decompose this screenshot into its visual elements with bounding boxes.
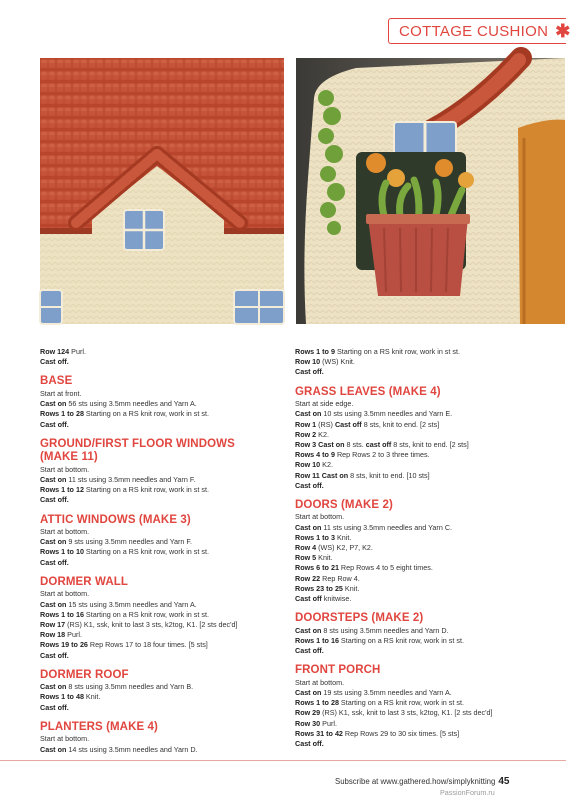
row-label: Row 22 bbox=[295, 573, 321, 583]
row-label: cast off bbox=[365, 439, 392, 449]
section-heading: DOORS (MAKE 2) bbox=[295, 498, 393, 511]
instruction-line bbox=[40, 465, 286, 475]
instruction-text: Starting on a RS knit row, work in st st. bbox=[83, 409, 209, 419]
instruction-line bbox=[40, 347, 286, 357]
instruction-line bbox=[295, 594, 541, 604]
row-label: Cast off. bbox=[40, 557, 69, 567]
instruction-line bbox=[40, 495, 286, 505]
instruction-line bbox=[295, 729, 541, 739]
photo-planter bbox=[296, 58, 565, 324]
instruction-text: 8 sts. bbox=[344, 439, 366, 449]
section-tag bbox=[388, 18, 570, 44]
row-label: Cast off. bbox=[40, 702, 69, 712]
spacer bbox=[295, 491, 541, 498]
instruction-line bbox=[40, 537, 286, 547]
instruction-line bbox=[295, 420, 541, 430]
instruction-text: Starting on a RS knit row, work in st st. bbox=[83, 547, 209, 557]
instruction-line bbox=[295, 450, 541, 460]
row-label: Rows 1 to 48 bbox=[40, 692, 84, 702]
section-heading: GRASS LEAVES (MAKE 4) bbox=[295, 385, 441, 398]
instruction-line bbox=[40, 409, 286, 419]
spacer bbox=[40, 506, 286, 513]
instruction-line bbox=[40, 600, 286, 610]
instruction-line bbox=[295, 574, 541, 584]
instruction-text: Knit. bbox=[334, 532, 352, 542]
instruction-line bbox=[295, 543, 541, 553]
row-label: Row 30 bbox=[295, 718, 321, 728]
row-label: Rows 1 to 28 bbox=[40, 409, 84, 419]
instruction-text: Starting on a RS knit row, work in st st. bbox=[83, 609, 209, 619]
row-label: Row 10 bbox=[295, 357, 321, 367]
section-heading: ATTIC WINDOWS (MAKE 3) bbox=[40, 513, 191, 526]
instruction-line bbox=[40, 558, 286, 568]
row-label: Rows 1 to 16 bbox=[295, 635, 339, 645]
instruction-line bbox=[40, 547, 286, 557]
row-label: Cast on bbox=[40, 682, 67, 692]
instruction-line bbox=[295, 553, 541, 563]
row-label: Cast on bbox=[40, 744, 67, 754]
instruction-line bbox=[40, 527, 286, 537]
instruction-line bbox=[40, 589, 286, 599]
row-label: Cast on bbox=[295, 522, 322, 532]
instruction-line bbox=[40, 485, 286, 495]
instruction-line bbox=[40, 734, 286, 744]
spacer bbox=[40, 430, 286, 437]
section-heading: GROUND/FIRST FLOOR WINDOWS bbox=[40, 437, 235, 450]
row-label: Row 124 bbox=[40, 347, 70, 356]
instruction-text: Start at front. bbox=[40, 388, 82, 398]
instruction-line bbox=[40, 640, 286, 650]
photo-roof-dormer bbox=[40, 58, 284, 324]
instruction-text: 8 sts using 3.5mm needles and Yarn B. bbox=[66, 682, 194, 692]
row-label: Cast off. bbox=[295, 646, 324, 656]
row-label: Row 5 bbox=[295, 553, 317, 563]
instruction-text: Start at bottom. bbox=[295, 677, 345, 687]
instruction-text: 56 sts using 3.5mm needles and Yarn A. bbox=[66, 399, 197, 409]
row-label: Row 17 bbox=[40, 619, 66, 629]
instruction-line bbox=[295, 481, 541, 491]
instruction-line bbox=[295, 471, 541, 481]
instruction-line bbox=[295, 357, 541, 367]
footer bbox=[335, 776, 509, 787]
instruction-line bbox=[295, 399, 541, 409]
instruction-text: 10 sts using 3.5mm needles and Yarn E. bbox=[321, 409, 453, 419]
instruction-text: Purl. bbox=[69, 347, 86, 356]
instruction-line bbox=[295, 523, 541, 533]
spacer bbox=[40, 568, 286, 575]
instruction-text: 11 sts using 3.5mm needles and Yarn C. bbox=[321, 522, 453, 532]
instruction-text: Starting on a RS knit row, work in st st. bbox=[83, 485, 209, 495]
row-label: Rows 1 to 3 bbox=[295, 532, 335, 542]
instruction-text: Start at side edge. bbox=[295, 399, 354, 409]
row-label: Rows 1 to 16 bbox=[40, 609, 84, 619]
instruction-line bbox=[40, 610, 286, 620]
section-heading: BASE bbox=[40, 375, 73, 388]
row-label: Cast on bbox=[40, 474, 67, 484]
instruction-text: Start at bottom. bbox=[40, 464, 90, 474]
row-label: Cast on bbox=[40, 599, 67, 609]
row-label: Cast off. bbox=[40, 357, 69, 367]
row-label: Row 11 Cast on bbox=[295, 470, 349, 480]
row-label: Rows 4 to 9 bbox=[295, 450, 335, 460]
row-label: Row 29 bbox=[295, 708, 321, 718]
spacer bbox=[40, 661, 286, 668]
row-label: Row 10 bbox=[295, 460, 321, 470]
instruction-line bbox=[295, 698, 541, 708]
instruction-line bbox=[295, 646, 541, 656]
instruction-text: 8 sts, knit to end. [2 sts] bbox=[361, 419, 440, 429]
spacer bbox=[295, 604, 541, 611]
instruction-text: Starting on a RS knit row, work in st st. bbox=[338, 698, 464, 708]
row-label: Rows 1 to 10 bbox=[40, 547, 84, 557]
instruction-line bbox=[295, 440, 541, 450]
instruction-text: (WS) K2, P7, K2. bbox=[316, 543, 373, 553]
planter-illustration bbox=[296, 58, 565, 324]
row-label: Cast off. bbox=[295, 480, 324, 490]
instruction-line bbox=[295, 367, 541, 377]
instruction-text: 15 sts using 3.5mm needles and Yarn A. bbox=[66, 599, 197, 609]
instruction-line bbox=[40, 651, 286, 661]
spacer bbox=[295, 378, 541, 385]
subscribe-link[interactable]: Subscribe at www.gathered.how/simplyknitting bbox=[335, 777, 496, 786]
row-label: Cast on bbox=[295, 688, 322, 698]
section-heading: FRONT PORCH bbox=[295, 664, 381, 677]
instruction-line bbox=[295, 512, 541, 522]
roof-dormer-illustration bbox=[40, 58, 284, 324]
row-label: Row 2 bbox=[295, 429, 317, 439]
instruction-line bbox=[295, 739, 541, 749]
instruction-text: Rep Rows 17 to 18 four times. [5 sts] bbox=[87, 640, 208, 650]
section-title: COTTAGE CUSHION bbox=[399, 22, 549, 40]
instruction-text: Starting on a RS knit row, work in st st. bbox=[334, 347, 460, 356]
instruction-text: Start at bottom. bbox=[40, 589, 90, 599]
asterisk-icon: ✱ bbox=[555, 21, 570, 41]
instruction-line bbox=[295, 708, 541, 718]
instruction-text: K2. bbox=[316, 429, 329, 439]
section-heading: PLANTERS (MAKE 4) bbox=[40, 720, 158, 733]
instruction-line bbox=[40, 745, 286, 755]
footer-divider bbox=[0, 760, 566, 761]
instruction-text: Knit. bbox=[342, 583, 360, 593]
instruction-text: 11 sts using 3.5mm needles and Yarn F. bbox=[66, 474, 196, 484]
instruction-line bbox=[40, 475, 286, 485]
instruction-line bbox=[295, 626, 541, 636]
row-label: Cast on bbox=[40, 399, 67, 409]
instruction-line bbox=[295, 409, 541, 419]
row-label: Cast off. bbox=[40, 419, 69, 429]
instruction-text: 14 sts using 3.5mm needles and Yarn D. bbox=[66, 744, 198, 754]
instruction-text: Rep Row 4. bbox=[320, 573, 360, 583]
instruction-text: Start at bottom. bbox=[40, 527, 90, 537]
instruction-text: (RS) bbox=[316, 419, 335, 429]
row-label: Rows 31 to 42 bbox=[295, 728, 343, 738]
instruction-text: Rep Rows 29 to 30 six times. [5 sts] bbox=[342, 728, 460, 738]
instruction-line bbox=[295, 347, 541, 357]
row-label: Cast off. bbox=[295, 367, 324, 377]
row-label: Cast on bbox=[40, 537, 67, 547]
section-heading: DOORSTEPS (MAKE 2) bbox=[295, 612, 424, 625]
instruction-text: (WS) Knit. bbox=[320, 357, 355, 367]
instruction-text: 8 sts, knit to end. [2 sts] bbox=[391, 439, 469, 449]
instruction-text: Knit. bbox=[316, 553, 333, 563]
instruction-text: 8 sts using 3.5mm needles and Yarn D. bbox=[321, 625, 449, 635]
instruction-line bbox=[295, 430, 541, 440]
instruction-line bbox=[40, 620, 286, 630]
row-label: Cast off. bbox=[40, 650, 69, 660]
instruction-line bbox=[295, 678, 541, 688]
row-label: Row 18 bbox=[40, 630, 66, 640]
instruction-text: Rep Rows 4 to 5 eight times. bbox=[338, 563, 433, 573]
page-number: 45 bbox=[498, 776, 510, 787]
row-label: Row 1 bbox=[295, 419, 317, 429]
instruction-line bbox=[295, 533, 541, 543]
section-heading: DORMER WALL bbox=[40, 575, 128, 588]
instruction-line bbox=[295, 460, 541, 470]
row-label: Cast off bbox=[295, 594, 322, 604]
row-label: Row 3 Cast on bbox=[295, 439, 345, 449]
instruction-line bbox=[295, 636, 541, 646]
instructions-column-right bbox=[295, 347, 541, 749]
spacer bbox=[40, 367, 286, 374]
instruction-text: K2. bbox=[320, 460, 333, 470]
instruction-line bbox=[40, 399, 286, 409]
instruction-text: Start at bottom. bbox=[40, 734, 90, 744]
row-label: Rows 1 to 12 bbox=[40, 485, 84, 495]
row-label: Cast off. bbox=[295, 739, 324, 749]
row-label: Rows 1 to 28 bbox=[295, 698, 339, 708]
row-label: Cast off. bbox=[40, 495, 69, 505]
instruction-line bbox=[40, 357, 286, 367]
row-label: Rows 6 to 21 bbox=[295, 563, 339, 573]
instruction-line bbox=[40, 692, 286, 702]
instruction-text: Knit. bbox=[83, 692, 101, 702]
row-label: Cast off bbox=[334, 419, 362, 429]
instruction-text: Rep Rows 2 to 3 three times. bbox=[334, 450, 430, 460]
row-label: Row 4 bbox=[295, 543, 317, 553]
row-label: Rows 23 to 25 bbox=[295, 583, 343, 593]
instruction-text: 19 sts using 3.5mm needles and Yarn A. bbox=[321, 688, 452, 698]
row-label: Rows 1 to 9 bbox=[295, 347, 335, 356]
instruction-line bbox=[295, 719, 541, 729]
instruction-text: (RS) K1, ssk, knit to last 3 sts, k2tog, K1. [2 sts dec'd] bbox=[65, 619, 238, 629]
instruction-line bbox=[295, 688, 541, 698]
instruction-line bbox=[295, 584, 541, 594]
instruction-text: Starting on a RS knit row, work in st st. bbox=[338, 635, 464, 645]
section-heading: DORMER ROOF bbox=[40, 668, 129, 681]
row-label: Cast on bbox=[295, 409, 322, 419]
instruction-text: Purl. bbox=[320, 718, 337, 728]
row-label: Rows 19 to 26 bbox=[40, 640, 88, 650]
instruction-line bbox=[40, 630, 286, 640]
instruction-text: Start at bottom. bbox=[295, 512, 345, 522]
instruction-line bbox=[40, 420, 286, 430]
instruction-line bbox=[40, 389, 286, 399]
instruction-line bbox=[40, 703, 286, 713]
watermark: PassionForum.ru bbox=[440, 788, 495, 797]
instructions-column-left bbox=[40, 347, 286, 755]
instruction-text: Purl. bbox=[65, 630, 82, 640]
instruction-text: (RS) K1, ssk, knit to last 3 sts, k2tog, K1. [2 sts dec'd] bbox=[320, 708, 493, 718]
instruction-text: 8 sts, knit to end. [10 sts] bbox=[348, 470, 430, 480]
instruction-text: knitwise. bbox=[321, 594, 352, 604]
spacer bbox=[40, 713, 286, 720]
instruction-text: 9 sts using 3.5mm needles and Yarn F. bbox=[66, 537, 192, 547]
instruction-line bbox=[295, 563, 541, 573]
spacer bbox=[295, 656, 541, 663]
section-heading: (MAKE 11) bbox=[40, 451, 98, 464]
row-label: Cast on bbox=[295, 625, 322, 635]
instruction-line bbox=[40, 682, 286, 692]
